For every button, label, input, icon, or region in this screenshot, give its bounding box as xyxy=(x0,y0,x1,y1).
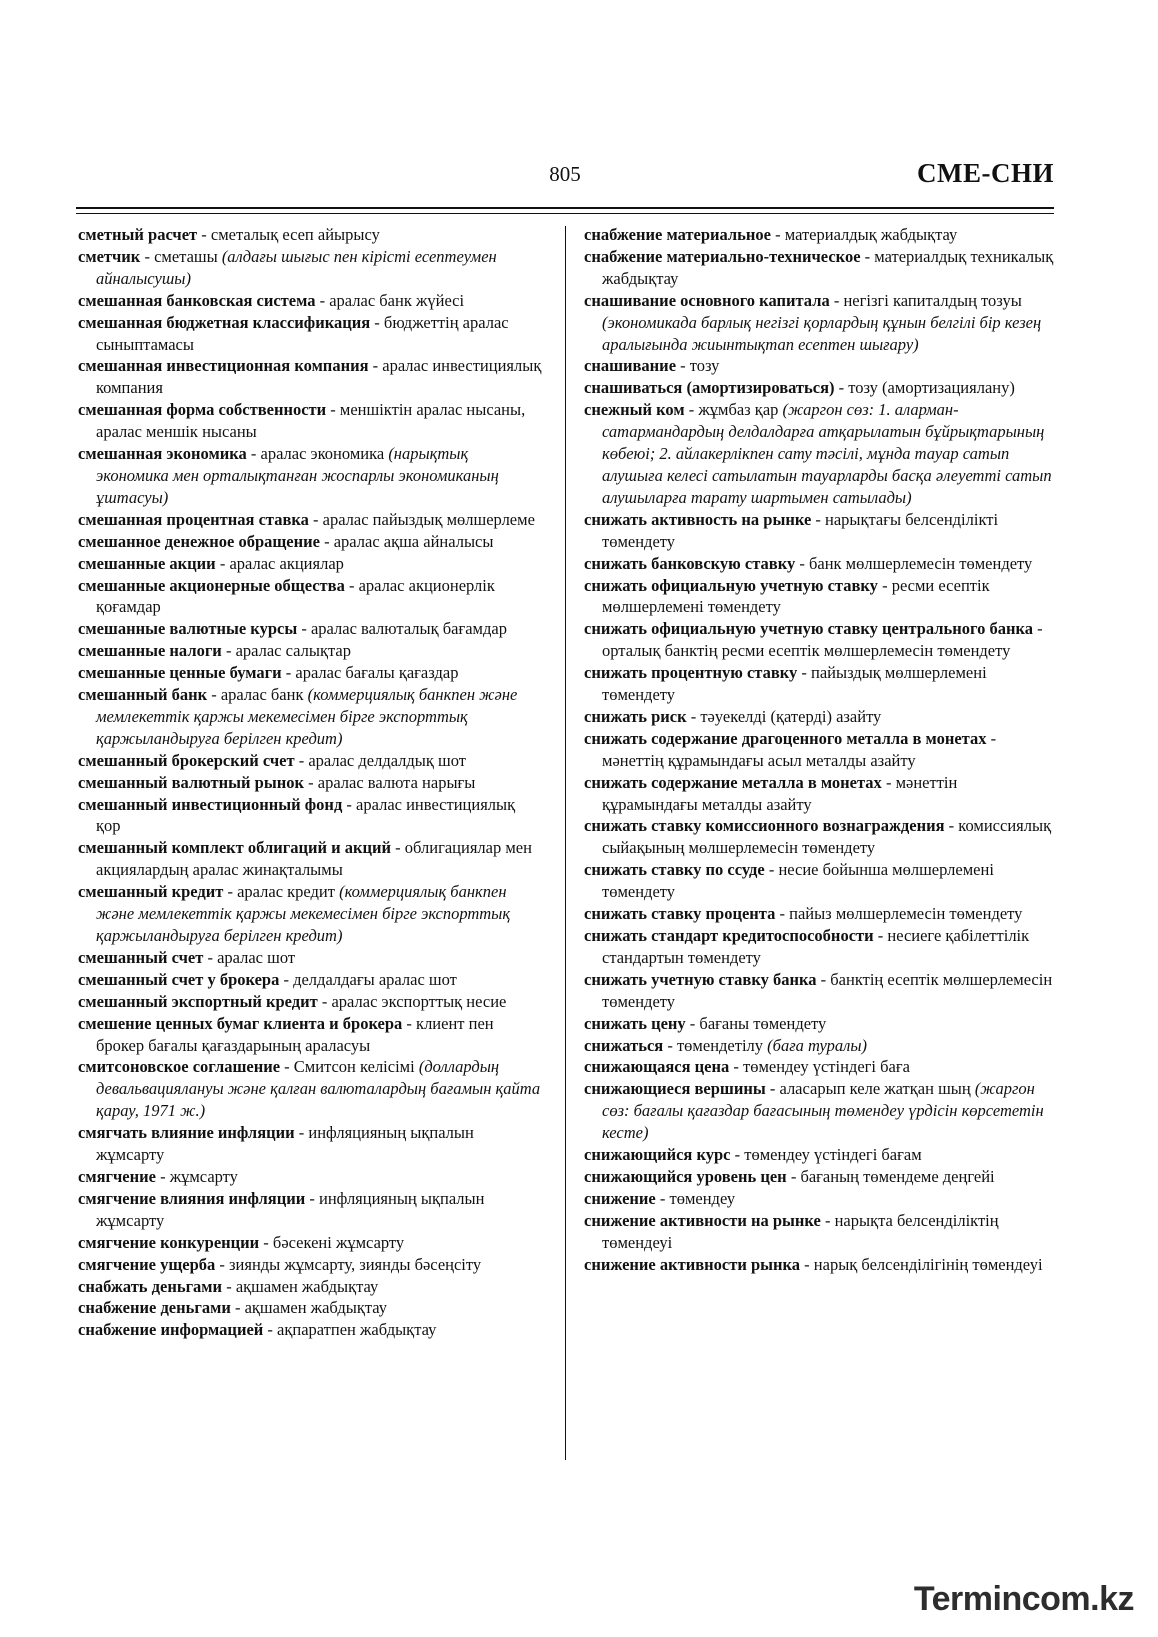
entry-note: (экономикада барлық негізгі қорлардың құнын белгілі бір кезең аралығында жиынтықтап есептен шығару) xyxy=(602,312,1042,354)
entry-translation: бюджеттің аралас сыныптамасы xyxy=(96,312,509,354)
entry-term: смешанный брокерский счет xyxy=(78,750,295,770)
header-rule-thick xyxy=(76,207,1054,209)
entry-term: снижать официальную учетную ставку центрального банка xyxy=(584,619,1033,639)
entry-note: (жаргон сөз: 1. аларман-сатармандардың делдалдарға атқарылатын бұйрықтарының көбеюі; 2. айлакерлікпен сату тәсілі, мұнда тауар сатып алушыға келесі сатылатын тауарларды басқа әлеуетті сатып алушыларға тарату шартымен сатылады) xyxy=(602,400,1052,507)
entry-translation: аралас делдалдық шот xyxy=(308,750,466,770)
entry-translation: төмендеу үстіндегі баға xyxy=(742,1057,910,1077)
entry-term: смешанные акции xyxy=(78,553,216,573)
left-column xyxy=(78,224,543,1341)
entry-term: снижающийся уровень цен xyxy=(584,1166,787,1186)
entry-term: сметный расчет xyxy=(78,225,198,244)
dictionary-entry: снабжение материально-техническое - материалдық техникалық жабдықтау xyxy=(584,246,1054,288)
dictionary-entry: смешанный экспортный кредит - аралас экспорттық несие xyxy=(78,991,507,1011)
dictionary-entry: снижать содержание металла в монетах - мәнеттін құрамындағы металды азайту xyxy=(584,772,958,814)
dictionary-entry: смешанная инвестиционная компания - аралас инвестициялық компания xyxy=(78,356,542,398)
dictionary-entry: смешанный кредит - аралас кредит (коммерциялық банкпен және мемлекеттік қаржы мекемесімен бірге экспорттық қаржыландыруға берілген кредит) xyxy=(78,882,511,945)
entry-translation: аралас акционерлік қоғамдар xyxy=(96,575,495,617)
entry-term: смягчение влияния инфляции xyxy=(78,1188,306,1208)
entry-term: снежный ком xyxy=(584,400,685,420)
dictionary-entry: снашиваться (амортизироваться) - тозу (амортизациялану) xyxy=(584,378,1015,398)
entry-term: снижать ставку процента xyxy=(584,904,776,924)
dictionary-entry: снижение активности рынка - нарық белсенділігінің төмендеуі xyxy=(584,1254,1043,1274)
entry-translation: нарықтағы белсенділікті төмендету xyxy=(602,509,999,551)
dictionary-entry: снижать банковскую ставку - банк мөлшерлемесін төмендету xyxy=(584,553,1033,573)
entry-term: снижать риск xyxy=(584,706,687,726)
entry-term: снижающаяся цена xyxy=(584,1057,730,1077)
dictionary-entry: смешанный счет - аралас шот xyxy=(78,947,296,967)
entry-term: смешанный валютный рынок xyxy=(78,772,304,792)
entry-translation: тозу (амортизациялану) xyxy=(848,378,1015,398)
entry-translation: сметалық есеп айырысу xyxy=(210,225,380,244)
entry-translation: жұмбаз қар xyxy=(698,400,779,420)
entry-term: смешанный кредит xyxy=(78,882,224,902)
dictionary-entry: смягчение конкуренции - бәсекені жұмсарту xyxy=(78,1232,405,1252)
entry-translation: орталық банктің ресми есептік мөлшерлемесін төмендету xyxy=(602,641,1011,661)
dictionary-entry: смешение ценных бумаг клиента и брокера - клиент пен брокер бағалы қағаздарының араласуы xyxy=(78,1013,494,1055)
dictionary-entry: смешанные ценные бумаги - аралас бағалы қағаздар xyxy=(78,663,459,683)
dictionary-entry: снижаться - төмендетілу (баға туралы) xyxy=(584,1035,867,1055)
entry-term: смешанная форма собственности xyxy=(78,400,327,420)
dictionary-entry: смешанная банковская система - аралас банк жүйесі xyxy=(78,290,465,310)
dictionary-entry: снижать ставку комиссионного вознаграждения - комиссиялық сыйақының мөлшерлемесін төмендету xyxy=(584,816,1052,858)
entry-translation: бәсекені жұмсарту xyxy=(272,1232,405,1252)
dictionary-entry: снабжение деньгами - ақшамен жабдықтау xyxy=(78,1298,388,1318)
dictionary-entry: смешанная форма собственности - меншіктін аралас нысаны, аралас меншік нысаны xyxy=(78,400,526,442)
entry-term: смягчать влияние инфляции xyxy=(78,1123,295,1143)
dictionary-entry: смягчать влияние инфляции - инфляцияның ықпалын жұмсарту xyxy=(78,1123,474,1165)
entry-term: смешанная инвестиционная компания xyxy=(78,356,369,376)
entry-term: снижать ставку по ссуде xyxy=(584,860,765,880)
entry-term: снашивание xyxy=(584,356,677,376)
entry-term: снашиваться (амортизироваться) xyxy=(584,378,835,398)
dictionary-entry: снашивание - тозу xyxy=(584,356,720,376)
dictionary-entry: снижать процентную ставку - пайыздық мөлшерлемені төмендету xyxy=(584,663,987,705)
dictionary-entry: смешанная экономика - аралас экономика (нарықтық экономика мен орталықтанған жоспарлы экономиканың ұштасуы) xyxy=(78,444,499,507)
entry-term: смитсоновское соглашение xyxy=(78,1057,281,1077)
entry-term: снашивание основного капитала xyxy=(584,290,830,310)
dictionary-entry: снижать стандарт кредитоспособности - несиеге қабілеттілік стандартын төмендету xyxy=(584,926,1030,967)
dictionary-entry: снежный ком - жұмбаз қар (жаргон сөз: 1. аларман-сатармандардың делдалдарға атқарылатын бұйрықтарының көбеюі; 2. айлакерлікпен сату тәсілі, мұнда тауар сатып алушыға келесі сатылатын тауарларды басқа әлеуетті сатып алушыларға тарату шартымен сатылады) xyxy=(584,400,1052,507)
right-column xyxy=(584,224,1056,1276)
entry-term: снабжение материальное xyxy=(584,225,771,244)
dictionary-entry: сметчик - сметашы (алдағы шығыс пен кірісті есептеумен айналысушы) xyxy=(78,246,497,288)
watermark-text: Termincom xyxy=(913,1580,1091,1618)
entry-translation: ақшамен жабдықтау xyxy=(235,1276,379,1296)
dictionary-entry: снижающиеся вершины - аласарып келе жатқан шың (жаргон сөз: бағалы қағаздар бағасының төмендеу үрдісін көрсететін кесте) xyxy=(584,1079,1044,1143)
dictionary-entry: снижать ставку по ссуде - несие бойынша мөлшерлемені төмендету xyxy=(584,860,994,902)
entry-translation: клиент пен брокер бағалы қағаздарының араласуы xyxy=(96,1013,494,1055)
dictionary-entry: снижающаяся цена - төмендеу үстіндегі баға xyxy=(584,1057,910,1077)
dictionary-entry: снабжение материальное - материалдық жабдықтау xyxy=(584,225,958,244)
dictionary-entry: снижающийся уровень цен - бағаның төмендеме деңгейі xyxy=(584,1166,995,1186)
dictionary-entry: смешанные валютные курсы - аралас валюталық бағамдар xyxy=(78,619,507,639)
dictionary-entry: смягчение влияния инфляции - инфляцияның ықпалын жұмсарту xyxy=(78,1188,485,1230)
entry-translation: ақпаратпен жабдықтау xyxy=(277,1320,437,1340)
entry-translation: сметашы xyxy=(154,246,218,266)
entry-translation: тозу xyxy=(689,356,720,376)
entry-term: снижение xyxy=(584,1188,656,1208)
entry-translation: Смитсон келісімі xyxy=(293,1057,415,1077)
dictionary-entry: снижение - төмендеу xyxy=(584,1188,736,1208)
entry-term: смешение ценных бумаг клиента и брокера xyxy=(78,1013,403,1033)
entry-term: снижать содержание металла в монетах xyxy=(584,772,882,792)
entry-term: смешанные валютные курсы xyxy=(78,619,298,639)
dictionary-entry: смешанный валютный рынок - аралас валюта нарығы xyxy=(78,772,476,792)
entry-term: смягчение xyxy=(78,1166,156,1186)
entry-term: смешанный счет у брокера xyxy=(78,969,280,989)
dictionary-entry: снабжение информацией - ақпаратпен жабдықтау xyxy=(78,1320,437,1340)
entry-translation: ресми есептік мөлшерлемені төмендету xyxy=(602,575,990,617)
entry-translation: төмендеу үстіндегі бағам xyxy=(744,1145,922,1165)
entry-note: (коммерциялық банкпен және мемлекеттік қаржы мекемесімен бірге экспорттық қаржыландыруға берілген кредит) xyxy=(96,882,511,945)
dictionary-entry: смешанный банк - аралас банк (коммерциялық банкпен және мемлекеттік қаржы мекемесімен бірге экспорттық қаржыландыруға берілген кредит) xyxy=(78,685,518,748)
entry-translation: комиссиялық сыйақының мөлшерлемесін төмендету xyxy=(602,816,1052,858)
entry-translation: инфляцияның ықпалын жұмсарту xyxy=(96,1123,474,1165)
entry-term: смешанный экспортный кредит xyxy=(78,991,318,1011)
entry-translation: бағаны төмендету xyxy=(699,1013,827,1033)
entry-term: смешанная процентная ставка xyxy=(78,509,309,529)
entry-translation: аралас пайыздық мөлшерлеме xyxy=(322,509,535,529)
entry-translation: меншіктін аралас нысаны, аралас меншік нысаны xyxy=(96,400,526,442)
dictionary-entry: снабжать деньгами - ақшамен жабдықтау xyxy=(78,1276,379,1296)
entry-translation: материалдық техникалық жабдықтау xyxy=(602,246,1054,288)
running-head: СМЕ-СНИ xyxy=(917,158,1054,188)
entry-term: смешанное денежное обращение xyxy=(78,531,320,551)
dictionary-entry: снижать цену - бағаны төмендету xyxy=(584,1013,827,1033)
entry-translation: аралас акциялар xyxy=(229,553,344,573)
entry-translation: инфляцияның ықпалын жұмсарту xyxy=(96,1188,485,1230)
dictionary-entry: смешанная процентная ставка - аралас пайыздық мөлшерлеме xyxy=(78,509,535,529)
entry-term: снабжать деньгами xyxy=(78,1276,223,1296)
entry-translation: аралас банк xyxy=(220,685,304,705)
dictionary-entry: смешанная бюджетная классификация - бюджеттің аралас сыныптамасы xyxy=(78,312,509,354)
dictionary-entry: снижать ставку процента - пайыз мөлшерлемесін төмендету xyxy=(584,904,1023,924)
entry-term: смягчение конкуренции xyxy=(78,1232,260,1252)
entry-translation: пайыздық мөлшерлемені төмендету xyxy=(602,663,987,705)
watermark-logo xyxy=(914,1580,1134,1619)
entry-note: (доллардың девальвациялануы және қалған валюталардың бағамын қайта қарау, 1971 ж.) xyxy=(96,1057,541,1121)
entry-translation: аралас инвестициялық компания xyxy=(96,356,542,398)
entry-translation: несиеге қабілеттілік стандартын төмендету xyxy=(602,926,1030,967)
dictionary-entry: снижать официальную учетную ставку центрального банка - орталық банктің ресми есептік мөлшерлемесін төмендету xyxy=(584,619,1043,661)
dictionary-entry: смешанное денежное обращение - аралас ақша айналысы xyxy=(78,531,494,551)
entry-term: снабжение информацией xyxy=(78,1320,264,1340)
dictionary-entry: смешанные акции - аралас акциялар xyxy=(78,553,344,573)
page-number: 805 xyxy=(549,162,581,186)
dictionary-entry: снижать учетную ставку банка - банктің есептік мөлшерлемесін төмендету xyxy=(584,969,1053,1011)
entry-translation: аралас салықтар xyxy=(235,641,351,661)
entry-translation: аласарып келе жатқан шың xyxy=(779,1079,971,1099)
watermark-domain: .kz xyxy=(1090,1580,1134,1618)
entry-translation: мәнеттің құрамындағы асыл металды азайту xyxy=(602,750,916,770)
entry-translation: аралас кредит xyxy=(237,882,335,902)
entry-term: снижать учетную ставку банка xyxy=(584,969,817,989)
entry-term: снижаться xyxy=(584,1035,664,1055)
entry-translation: ақшамен жабдықтау xyxy=(244,1298,388,1318)
dictionary-entry: смягчение ущерба - зиянды жұмсарту, зиянды бәсеңсіту xyxy=(78,1254,482,1274)
entry-translation: тәуекелді (қатерді) азайту xyxy=(700,706,882,726)
header-rule-thin xyxy=(76,213,1054,214)
entry-translation: мәнеттін құрамындағы металды азайту xyxy=(602,772,958,814)
dictionary-entry: смешанный счет у брокера - делдалдағы аралас шот xyxy=(78,969,457,989)
entry-note: (баға туралы) xyxy=(767,1035,867,1055)
entry-term: смешанный комплект облигаций и акций xyxy=(78,838,392,858)
entry-translation: материалдық жабдықтау xyxy=(784,225,958,244)
entry-translation: делдалдағы аралас шот xyxy=(293,969,457,989)
dictionary-entry: смешанный комплект облигаций и акций - облигациялар мен акциялардың аралас жинақталымы xyxy=(78,838,532,880)
entry-term: снижать содержание драгоценного металла в монетах xyxy=(584,728,987,748)
entry-translation: банк мөлшерлемесін төмендету xyxy=(808,553,1033,573)
entry-term: смешанные налоги xyxy=(78,641,222,661)
entry-note: (коммерциялық банкпен және мемлекеттік қаржы мекемесімен бірге экспорттық қаржыландыруға берілген кредит) xyxy=(96,685,518,748)
entry-translation: аралас валюта нарығы xyxy=(317,772,476,792)
dictionary-entry: снижать риск - тәуекелді (қатерді) азайту xyxy=(584,706,882,726)
entry-translation: аралас валюталық бағамдар xyxy=(310,619,507,639)
entry-translation: төмендетілу xyxy=(676,1035,764,1055)
entry-term: смешанный счет xyxy=(78,947,204,967)
entry-term: смягчение ущерба xyxy=(78,1254,216,1274)
dictionary-entry: смешанный инвестиционный фонд - аралас инвестициялық қор xyxy=(78,794,516,836)
entry-term: смешанный банк xyxy=(78,685,208,705)
dictionary-entry: снижающийся курс - төмендеу үстіндегі бағам xyxy=(584,1145,922,1165)
entry-translation: аралас банк жүйесі xyxy=(329,290,465,310)
entry-translation: аралас инвестициялық қор xyxy=(96,794,516,836)
entry-term: снижать официальную учетную ставку xyxy=(584,575,878,595)
entry-term: снижать цену xyxy=(584,1013,686,1033)
entry-term: снижающийся курс xyxy=(584,1145,731,1165)
entry-term: смешанный инвестиционный фонд xyxy=(78,794,343,814)
entry-translation: облигациялар мен акциялардың аралас жинақталымы xyxy=(96,838,532,880)
dictionary-entry: снашивание основного капитала - негізгі капиталдың тозуы (экономикада барлық негізгі қорлардың құнын белгілі бір кезең аралығында жиынтықтап есептен шығару) xyxy=(584,290,1042,354)
entry-term: сметчик xyxy=(78,246,141,266)
entry-term: снижать активность на рынке xyxy=(584,509,812,529)
entry-term: смешанные акционерные общества xyxy=(78,575,345,595)
entry-translation: төмендеу xyxy=(669,1188,736,1208)
entry-term: снижающиеся вершины xyxy=(584,1079,766,1099)
dictionary-entry: смешанные налоги - аралас салықтар xyxy=(78,641,351,661)
entry-translation: нарықта белсенділіктің төмендеуі xyxy=(602,1210,999,1252)
entry-term: смешанная банковская система xyxy=(78,290,316,310)
dictionary-entry: смешанные акционерные общества - аралас акционерлік қоғамдар xyxy=(78,575,495,617)
entry-translation: аралас шот xyxy=(217,947,296,967)
entry-term: снабжение деньгами xyxy=(78,1298,231,1318)
entry-term: снижение активности рынка xyxy=(584,1254,801,1274)
entry-translation: аралас бағалы қағаздар xyxy=(295,663,459,683)
entry-translation: нарық белсенділігінің төмендеуі xyxy=(813,1254,1043,1274)
column-divider xyxy=(565,226,566,1460)
entry-term: снижать процентную ставку xyxy=(584,663,798,683)
entry-note: (жаргон сөз: бағалы қағаздар бағасының төмендеу үрдісін көрсететін кесте) xyxy=(602,1079,1044,1143)
entry-translation: пайыз мөлшерлемесін төмендету xyxy=(789,904,1023,924)
entry-translation: банктің есептік мөлшерлемесін төмендету xyxy=(602,969,1053,1011)
dictionary-entry: снижать официальную учетную ставку - ресми есептік мөлшерлемені төмендету xyxy=(584,575,990,617)
entry-term: снабжение материально-техническое xyxy=(584,246,861,266)
entry-term: снижение активности на рынке xyxy=(584,1210,821,1230)
entry-term: смешанная бюджетная классификация xyxy=(78,312,371,332)
entry-translation: аралас экономика xyxy=(260,444,385,464)
entry-translation: аралас ақша айналысы xyxy=(333,531,494,551)
entry-term: смешанные ценные бумаги xyxy=(78,663,282,683)
entry-note: (алдағы шығыс пен кірісті есептеумен айналысушы) xyxy=(96,246,497,288)
entry-translation: аралас экспорттық несие xyxy=(331,991,507,1011)
entry-translation: зиянды жұмсарту, зиянды бәсеңсіту xyxy=(229,1254,482,1274)
entry-term: смешанная экономика xyxy=(78,444,247,464)
dictionary-entry: смягчение - жұмсарту xyxy=(78,1166,238,1186)
entry-translation: жұмсарту xyxy=(169,1166,238,1186)
dictionary-entry: снижение активности на рынке - нарықта белсенділіктің төмендеуі xyxy=(584,1210,999,1252)
dictionary-entry: смитсоновское соглашение - Смитсон келісімі (доллардың девальвациялануы және қалған валюталардың бағамын қайта қарау, 1971 ж.) xyxy=(78,1057,541,1121)
dictionary-entry: смешанный брокерский счет - аралас делдалдық шот xyxy=(78,750,466,770)
entry-term: снижать ставку комиссионного вознаграждения xyxy=(584,816,945,836)
dictionary-entry: снижать активность на рынке - нарықтағы белсенділікті төмендету xyxy=(584,509,999,551)
dictionary-entry: снижать содержание драгоценного металла в монетах - мәнеттің құрамындағы асыл металды азайту xyxy=(584,728,997,770)
entry-term: снижать банковскую ставку xyxy=(584,553,796,573)
entry-translation: негізгі капиталдың тозуы xyxy=(843,290,1022,310)
entry-term: снижать стандарт кредитоспособности xyxy=(584,926,874,945)
entry-note: (нарықтық экономика мен орталықтанған жоспарлы экономиканың ұштасуы) xyxy=(96,444,499,507)
entry-translation: бағаның төмендеме деңгейі xyxy=(800,1166,995,1186)
entry-translation: несие бойынша мөлшерлемені төмендету xyxy=(602,860,994,902)
dictionary-entry: сметный расчет - сметалық есеп айырысу xyxy=(78,225,380,244)
